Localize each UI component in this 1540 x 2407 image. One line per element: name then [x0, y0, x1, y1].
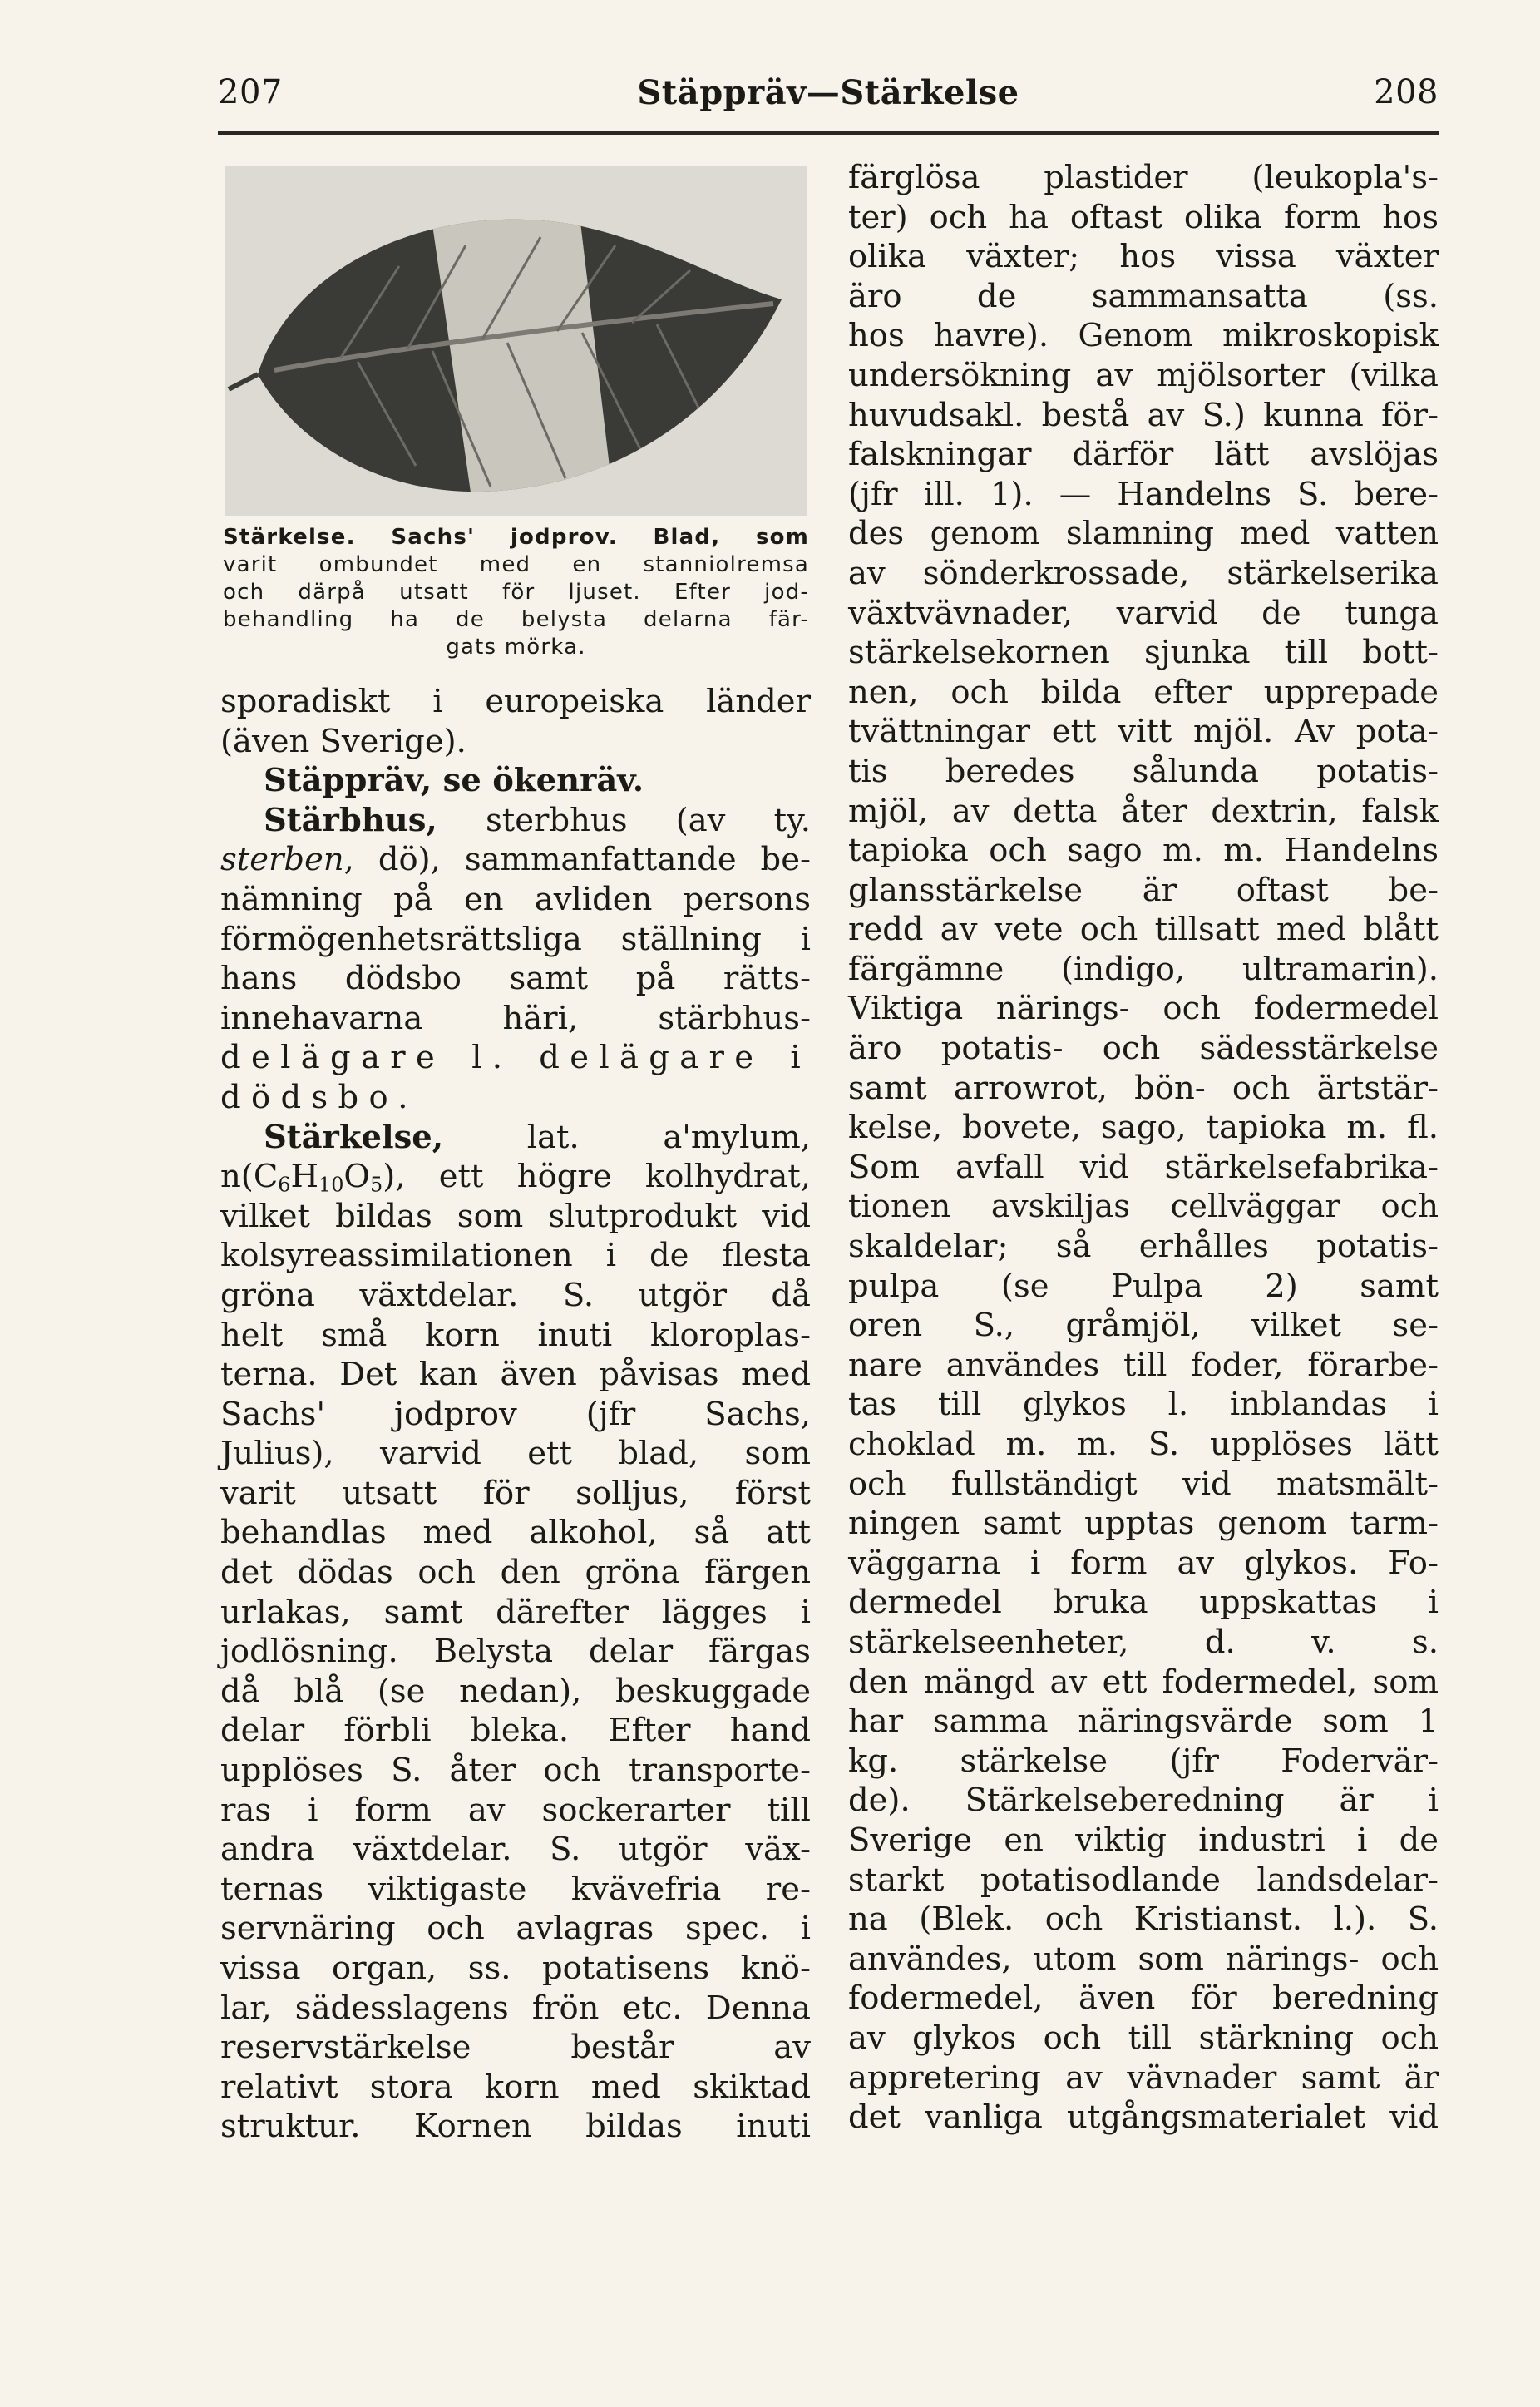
text-line: andra växtdelar. S. utgör väx-: [220, 1831, 811, 1869]
text-line: tas till glykos l. inblandas i: [848, 1386, 1439, 1424]
text-line: (jfr ill. 1). — Handelns S. bere-: [848, 475, 1439, 513]
caption-line: behandling ha de belysta delarna fär-: [223, 607, 809, 632]
text-line: samt arrowrot, bön- och ärtstär-: [848, 1069, 1439, 1107]
caption-line: Stärkelse. Sachs' jodprov. Blad, som: [223, 525, 809, 550]
leaf-illustration: [225, 166, 807, 516]
text-line: äro de sammansatta (ss.: [848, 277, 1439, 315]
text-line: starkt potatisodlande landsdelar-: [848, 1861, 1439, 1899]
caption-line: och därpå utsatt för ljuset. Efter jod-: [223, 580, 809, 605]
text-line: och fullständigt vid matsmält-: [848, 1465, 1439, 1503]
page-number-left: 207: [218, 73, 283, 111]
text-line: (även Sverige).: [220, 722, 466, 760]
text-line: nen, och bilda efter upprepade: [848, 673, 1439, 711]
text-line: na (Blek. och Kristianst. l.). S.: [848, 1900, 1439, 1939]
text-line: terna. Det kan även påvisas med: [220, 1356, 811, 1394]
text-line: kg. stärkelse (jfr Fodervär-: [848, 1742, 1439, 1780]
text-line: hos havre). Genom mikroskopisk: [848, 317, 1439, 355]
text-line: kolsyreassimilationen i de flesta: [220, 1237, 811, 1275]
entry-heading-line: Stärbhus, sterbhus (av ty.: [264, 801, 811, 839]
text-line: vilket bildas som slutprodukt vid: [220, 1197, 811, 1235]
text-line: av glykos och till stärkning och: [848, 2019, 1439, 2057]
text-line: ningen samt upptas genom tarm-: [848, 1505, 1439, 1543]
text-line: tapioka och sago m. m. Handelns: [848, 832, 1439, 870]
text-line: den mängd av ett fodermedel, som: [848, 1663, 1439, 1701]
text-line: det dödas och den gröna färgen: [220, 1554, 811, 1592]
left-column: [220, 682, 811, 2147]
text-line: dödsbo.: [220, 1078, 418, 1116]
text-line: sporadiskt i europeiska länder: [220, 683, 811, 720]
text-line: Som avfall vid stärkelsefabrika-: [848, 1148, 1439, 1186]
text-line: dermedel bruka uppskattas i: [848, 1584, 1439, 1622]
text-line: äro potatis- och sädesstärkelse: [848, 1030, 1439, 1068]
text-line: varit utsatt för solljus, först: [220, 1474, 811, 1512]
right-column: [848, 158, 1439, 2138]
text-line: färgämne (indigo, ultramarin).: [848, 950, 1439, 988]
text-line: stärkelsekornen sjunka till bott-: [848, 634, 1439, 672]
text-line: ter) och ha oftast olika form hos: [848, 198, 1439, 236]
caption-line: varit ombundet med en stanniolremsa: [223, 552, 809, 577]
text-line: användes, utom som närings- och: [848, 1940, 1439, 1978]
text-line: färglösa plastider (leukopla's-: [848, 159, 1439, 196]
text-line: struktur. Kornen bildas inuti: [220, 2108, 811, 2146]
text-line: lar, sädesslagens frön etc. Denna: [220, 1989, 811, 2027]
text-line: sterben, dö), sammanfattande be-: [220, 841, 811, 879]
text-line: skaldelar; så erhålles potatis-: [848, 1228, 1439, 1266]
text-line: väggarna i form av glykos. Fo-: [848, 1544, 1439, 1582]
text-line: tis beredes sålunda potatis-: [848, 752, 1439, 790]
text-line: glansstärkelse är oftast be-: [848, 871, 1439, 909]
text-line: undersökning av mjölsorter (vilka: [848, 356, 1439, 394]
text-line: växtvävnader, varvid de tunga: [848, 594, 1439, 632]
text-line: innehavarna häri, stärbhus-: [220, 999, 811, 1037]
entry-heading-line: Stärkelse, lat. a'mylum,: [264, 1118, 811, 1156]
text-line: choklad m. m. S. upplöses lätt: [848, 1426, 1439, 1463]
text-line: mjöl, av detta åter dextrin, falsk: [848, 792, 1439, 830]
text-line: förmögenhetsrättsliga ställning i: [220, 920, 811, 958]
text-line: har samma näringsvärde som 1: [848, 1703, 1439, 1741]
text-line: hans dödsbo samt på rätts-: [220, 960, 811, 998]
text-line: huvudsakl. bestå av S.) kunna för-: [848, 396, 1439, 434]
text-line: falskningar därför lätt avslöjas: [848, 436, 1439, 474]
text-line: reservstärkelse består av: [220, 2029, 811, 2067]
text-line: då blå (se nedan), beskuggade: [220, 1672, 811, 1710]
text-line: det vanliga utgångsmaterialet vid: [848, 2098, 1439, 2137]
text-line: urlakas, samt därefter lägges i: [220, 1593, 811, 1631]
running-title: Stäppräv—Stärkelse: [637, 73, 1019, 112]
caption-line: gats mörka.: [446, 635, 586, 660]
text-line: helt små korn inuti kloroplas-: [220, 1316, 811, 1354]
leaf-figure: [225, 166, 807, 516]
formula-line: $n(C_6H_{10}O_5)$, ett högre kolhydrat,: [220, 1158, 811, 1197]
page-header: [218, 73, 1439, 123]
text-line: av sönderkrossade, stärkelserika: [848, 554, 1439, 592]
text-line: olika växter; hos vissa växter: [848, 238, 1439, 276]
text-line: delar förbli bleka. Efter hand: [220, 1712, 811, 1750]
text-line: behandlas med alkohol, så att: [220, 1514, 811, 1552]
text-line: pulpa (se Pulpa 2) samt: [848, 1267, 1439, 1305]
text-line: Sverige en viktig industri i de: [848, 1821, 1439, 1859]
text-line: nämning på en avliden persons: [220, 880, 811, 918]
text-line: servnäring och avlagras spec. i: [220, 1910, 811, 1948]
text-line: appretering av vävnader samt är: [848, 2059, 1439, 2097]
figure-caption: [223, 524, 809, 661]
text-line: stärkelseenheter, d. v. s.: [848, 1623, 1439, 1661]
text-line: redd av vete och tillsatt med blått: [848, 911, 1439, 949]
text-line: jodlösning. Belysta delar färgas: [220, 1633, 811, 1671]
text-line: ras i form av sockerarter till: [220, 1791, 811, 1829]
text-line: Julius), varvid ett blad, som: [220, 1435, 811, 1473]
text-line: tvättningar ett vitt mjöl. Av pota-: [848, 713, 1439, 751]
page-number-right: 208: [1374, 73, 1439, 111]
text-line: Viktiga närings- och fodermedel: [848, 990, 1439, 1028]
header-rule: [218, 131, 1439, 135]
entry-heading-line: Stäppräv, se ökenräv.: [264, 762, 644, 800]
text-line: fodermedel, även för beredning: [848, 1979, 1439, 2018]
text-line: delägare l. delägare i: [220, 1039, 811, 1077]
text-line: vissa organ, ss. potatisens knö-: [220, 1950, 811, 1987]
text-line: gröna växtdelar. S. utgör då: [220, 1276, 811, 1314]
text-line: ternas viktigaste kvävefria re-: [220, 1870, 811, 1908]
text-line: upplöses S. åter och transporte-: [220, 1752, 811, 1790]
text-line: kelse, bovete, sago, tapioka m. fl.: [848, 1109, 1439, 1147]
text-line: Sachs' jodprov (jfr Sachs,: [220, 1395, 811, 1433]
text-line: des genom slamning med vatten: [848, 515, 1439, 553]
text-line: relativt stora korn med skiktad: [220, 2068, 811, 2106]
text-line: de). Stärkelseberedning är i: [848, 1782, 1439, 1820]
text-line: nare användes till foder, förarbe-: [848, 1346, 1439, 1384]
text-line: oren S., gråmjöl, vilket se-: [848, 1307, 1439, 1345]
text-line: tionen avskiljas cellväggar och: [848, 1188, 1439, 1226]
